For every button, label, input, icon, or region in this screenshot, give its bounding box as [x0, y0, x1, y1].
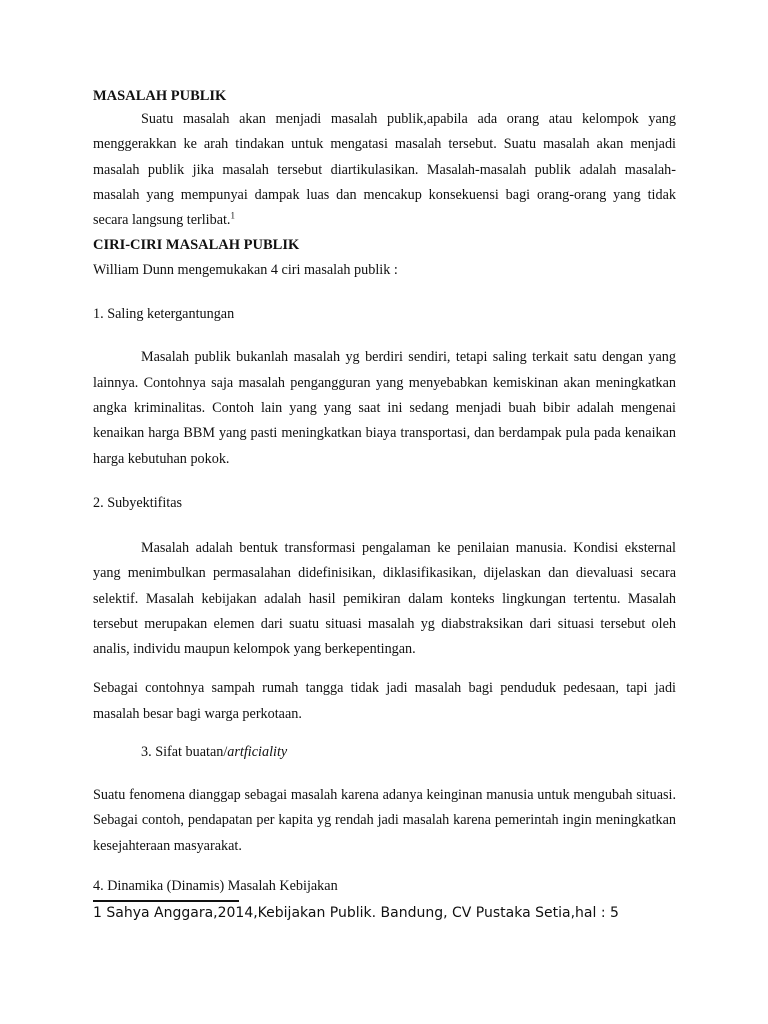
- intro-text: William Dunn mengemukakan 4 ciri masalah publik :: [93, 262, 398, 279]
- document-page: [93, 85, 676, 897]
- item-2-title: 2. Subyektifitas: [93, 494, 183, 511]
- footnote-separator: [93, 900, 239, 902]
- item-3-title-italic: artficiality: [227, 744, 288, 761]
- item-3-body: Suatu fenomena dianggap sebagai masalah karena adanya keinginan manusia untuk mengubah situasi. Sebagai contoh, pendapatan per kapita yg rendah jadi masalah karena pemerintah ingin meningkatkan kesejahteraan masyarakat.: [93, 787, 676, 854]
- footnote-reference[interactable]: 1: [230, 210, 235, 221]
- paragraph-definition: [93, 107, 676, 233]
- item-2-body: Masalah adalah bentuk transformasi pengalaman ke penilaian manusia. Kondisi eksternal yang menimbulkan permasalahan didefinisikan, diklasifikasikan, dijelaskan dan dievaluasi secara selektif. Masalah kebijakan adalah hasil pemikiran dalam konteks lingkungan tertentu. Masalah tersebut merupakan elemen dari suatu situasi masalah yg diabstraksikan dari situasi tersebut oleh analis, individu maupun kelompok yang berkepentingan.: [93, 539, 676, 658]
- heading-ciri-ciri: CIRI-CIRI MASALAH PUBLIK: [93, 237, 300, 254]
- item-2-example: Sebagai contohnya sampah rumah tangga tidak jadi masalah bagi penduduk pedesaan, tapi jadi masalah besar bagi warga perkotaan.: [93, 680, 676, 722]
- item-1-title: 1. Saling ketergantungan: [93, 306, 235, 323]
- item-4-title: 4. Dinamika (Dinamis) Masalah Kebijakan: [93, 877, 338, 894]
- footnote-area: [93, 900, 693, 921]
- heading-masalah-publik: MASALAH PUBLIK: [93, 88, 227, 104]
- paragraph-definition-text: Suatu masalah akan menjadi masalah publik,apabila ada orang atau kelompok yang menggerakkan ke arah tindakan untuk mengatasi masalah tersebut. Suatu masalah akan menjadi masalah publik jika masalah tersebut diartikulasikan. Masalah-masalah publik adalah masalah-masalah yang mempunyai dampak luas dan mencakup konsekuensi bagi orang-orang yang tidak secara langsung terlibat.: [93, 111, 676, 229]
- item-3-title-text: 3. Sifat buatan/: [141, 744, 228, 761]
- item-3-title: [93, 741, 676, 763]
- item-1-body: Masalah publik bukanlah masalah yg berdiri sendiri, tetapi saling terkait satu dengan yang lainnya. Contohnya saja masalah pengangguran yang menyebabkan kemiskinan akan meningkatkan angka kriminalitas. Contoh lain yang yang saat ini sedang menjadi buah bibir adalah mengenai kenaikan harga BBM yang pasti meningkatkan biaya transportasi, dan berdampak pula pada kenaikan harga kebutuhan pokok.: [93, 349, 676, 467]
- footnote-text: 1 Sahya Anggara,2014,Kebijakan Publik. Bandung, CV Pustaka Setia,hal : 5: [93, 905, 619, 921]
